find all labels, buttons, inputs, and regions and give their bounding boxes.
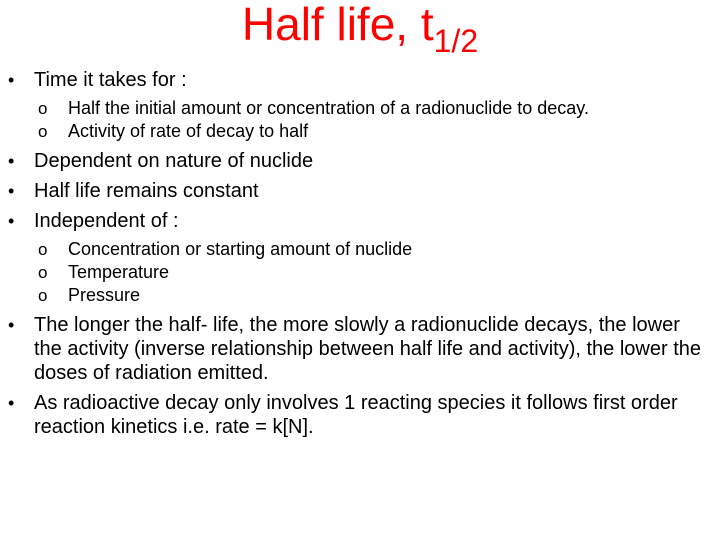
sub-bullet-text: Concentration or starting amount of nuclide xyxy=(68,239,413,259)
sub-bullet-marker: o xyxy=(38,240,48,259)
sub-bullet-marker: o xyxy=(38,122,48,141)
sub-bullet-item xyxy=(8,285,708,306)
bullet-text: The longer the half- life, the more slowly a radionuclide decays, the lower the activity (inverse relationship between half life and activity), the lower the doses of radiation emitted. xyxy=(34,314,702,384)
sub-bullet-marker: o xyxy=(38,99,48,118)
bullet-text: Time it takes for : xyxy=(34,69,187,91)
bullet-marker: • xyxy=(8,315,15,335)
sub-bullet-item xyxy=(8,98,708,119)
bullet-text: Independent of : xyxy=(34,210,179,232)
sub-bullet-marker: o xyxy=(38,263,48,282)
bullet-marker: • xyxy=(8,393,15,413)
bullet-text: As radioactive decay only involves 1 reacting species it follows first order reaction kinetics i.e. rate = k[N]. xyxy=(34,392,678,438)
bullet-item xyxy=(8,149,708,173)
sub-bullet-text: Pressure xyxy=(68,285,141,305)
sub-bullet-item xyxy=(8,262,708,283)
title-subscript: 1/2 xyxy=(433,23,479,59)
bullet-marker: • xyxy=(8,181,15,201)
bullet-text: Half life remains constant xyxy=(34,180,259,202)
bullet-item xyxy=(8,391,708,439)
bullet-marker: • xyxy=(8,70,15,90)
sub-bullet-text: Temperature xyxy=(68,262,170,282)
bullet-marker: • xyxy=(8,151,15,171)
slide-title xyxy=(0,0,720,59)
bullet-marker: • xyxy=(8,211,15,231)
bullet-text: Dependent on nature of nuclide xyxy=(34,150,314,172)
title-main: Half life, t xyxy=(241,0,434,50)
sub-bullet-item xyxy=(8,239,708,260)
bullet-item xyxy=(8,68,708,92)
sub-bullet-marker: o xyxy=(38,286,48,305)
bullet-item xyxy=(8,209,708,233)
bullet-list xyxy=(8,68,708,445)
sub-bullet-item xyxy=(8,121,708,142)
bullet-item xyxy=(8,179,708,203)
bullet-item xyxy=(8,313,708,385)
sub-bullet-text: Activity of rate of decay to half xyxy=(68,121,309,141)
sub-bullet-text: Half the initial amount or concentration of a radionuclide to decay. xyxy=(68,98,589,118)
